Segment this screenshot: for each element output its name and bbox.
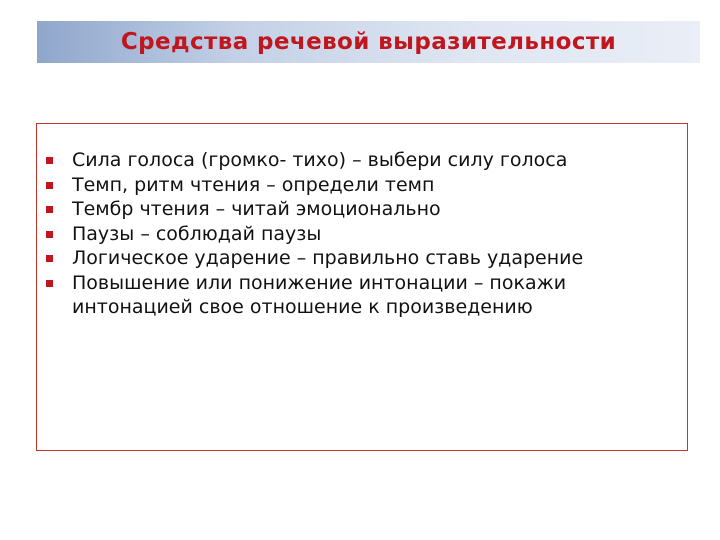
bullet-item — [37, 246, 687, 271]
content-box — [36, 123, 688, 451]
bullet-item — [37, 222, 687, 247]
bullet-item — [37, 173, 687, 198]
bullet-text: Сила голоса (громко- тихо) – выбери силу голоса — [72, 149, 568, 171]
bullet-text: Тембр чтения – читай эмоционально — [72, 198, 441, 220]
bullet-square-icon — [46, 280, 53, 287]
bullet-text: Повышение или понижение интонации – покажи интонацией свое отношение к произведению — [72, 271, 567, 318]
bullet-item — [37, 271, 687, 320]
bullet-square-icon — [46, 231, 53, 238]
bullet-text: Темп, ритм чтения – определи темп — [72, 173, 435, 196]
bullet-text: Паузы – соблюдай паузы — [72, 222, 322, 245]
bullet-square-icon — [46, 206, 53, 213]
bullet-item — [37, 148, 687, 173]
slide-title: Средства речевой выразительности — [120, 29, 617, 55]
bullet-text: Логическое ударение – правильно ставь ударение — [72, 247, 584, 269]
bullet-square-icon — [46, 255, 53, 262]
bullet-item — [37, 197, 687, 222]
bullet-list — [37, 148, 687, 320]
bullet-square-icon — [46, 157, 53, 164]
bullet-square-icon — [46, 182, 53, 189]
